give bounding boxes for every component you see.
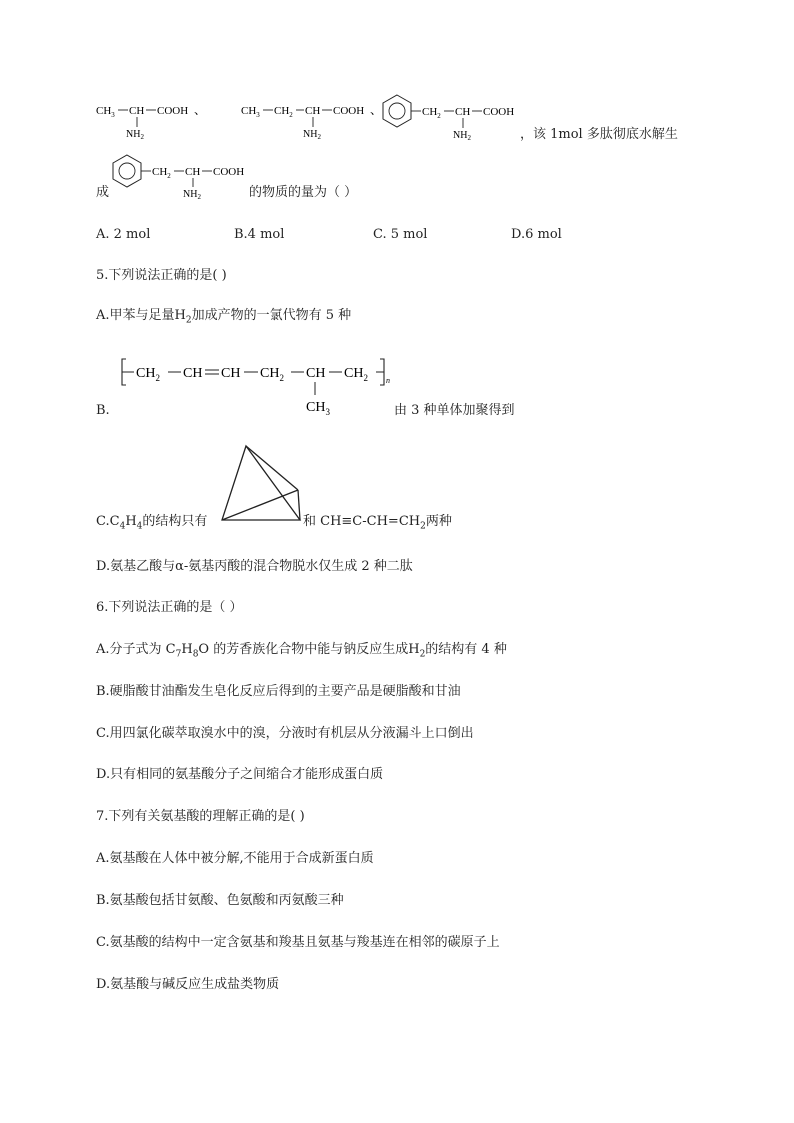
q4-text-after: ，该 1mol 多肽彻底水解生 — [520, 127, 678, 142]
q5-option-a: A.甲苯与足量$H_2$加成产物的一氯代物有 5 种 — [96, 308, 352, 326]
q5-option-c-post: 和 $CH\equiv C-CH=CH_2$两种 — [303, 514, 452, 532]
target-cooh: COOH — [213, 166, 245, 178]
polymer-n: n — [386, 376, 390, 385]
polymer-ch2-1: $CH_2$ — [136, 366, 160, 383]
q5-option-b-text: 由 3 种单体加聚得到 — [394, 403, 515, 418]
polymer-ch3: $CH_3$ — [306, 400, 330, 417]
benzene-ring-icon-2 — [113, 155, 141, 187]
q6-stem: 6.下列说法正确的是（ ） — [96, 600, 243, 615]
q7-option-c: C.氨基酸的结构中一定含氨基和羧基且氨基与羧基连在相邻的碳原子上 — [96, 935, 500, 950]
polymer-ch2-3: $CH_2$ — [344, 366, 368, 383]
phe-ch2: $CH_2$ — [422, 106, 441, 120]
q4-option-d: D.6 mol — [511, 227, 562, 242]
q4-option-c: C. 5 mol — [373, 227, 428, 242]
separator-2: 、 — [370, 103, 383, 117]
q7-stem: 7.下列有关氨基酸的理解正确的是( ) — [96, 809, 305, 824]
q6-option-c: C.用四氯化碳萃取溴水中的溴，分液时有机层从分液漏斗上口倒出 — [96, 726, 474, 741]
q4-text-question: 的物质的量为（ ） — [249, 185, 358, 200]
alanine-ch3: $CH_3$ — [96, 105, 115, 119]
polymer-ch2-2: $CH_2$ — [260, 366, 284, 383]
polymer-ch-2: CH — [221, 366, 241, 381]
polymer-structure — [0, 345, 794, 435]
q5-option-c-pre: $C.C_4H_4$的结构只有 — [96, 514, 208, 532]
alanine-structure — [96, 103, 206, 141]
q4-option-b: B.4 mol — [234, 227, 285, 242]
target-ch2: $CH_2$ — [152, 166, 171, 180]
phe-ch: CH — [455, 106, 471, 118]
phenylalanine-structure — [383, 95, 514, 142]
target-structure — [113, 155, 244, 201]
q7-option-b: B.氨基酸包括甘氨酸、色氨酸和丙氨酸三种 — [96, 893, 344, 908]
q6-option-d: D.只有相同的氨基酸分子之间缩合才能形成蛋白质 — [96, 767, 384, 782]
separator-1: 、 — [194, 103, 207, 117]
alanine-nh2: $NH_2$ — [126, 129, 144, 141]
alanine-ch: CH — [129, 105, 145, 117]
alanine-cooh: COOH — [157, 105, 189, 117]
second-ch: CH — [305, 105, 321, 117]
second-cooh: COOH — [333, 105, 365, 117]
q6-option-b: B.硬脂酸甘油酯发生皂化反应后得到的主要产品是硬脂酸和甘油 — [96, 684, 461, 699]
q4-text-prefix: 成 — [96, 185, 110, 200]
phe-nh2: $NH_2$ — [453, 130, 471, 142]
q5-option-d: D.氨基乙酸与α-氨基丙酸的混合物脱水仅生成 2 种二肽 — [96, 559, 413, 574]
second-ch2: $CH_2$ — [274, 105, 293, 119]
q7-option-d: D.氨基酸与碱反应生成盐类物质 — [96, 977, 280, 992]
q7-option-a: A.氨基酸在人体中被分解,不能用于合成新蛋白质 — [96, 851, 374, 866]
phe-cooh: COOH — [483, 106, 515, 118]
q4-structures — [0, 0, 794, 210]
polymer-ch-1: CH — [183, 366, 203, 381]
benzene-ring-icon — [383, 95, 411, 127]
q6-option-a: A.分子式为 $C_7H_8O$ 的芳香族化合物中能与钠反应生成$H_2$的结构有 4 种 — [96, 642, 507, 660]
polymer-ch-3: CH — [306, 366, 326, 381]
target-nh2: $NH_2$ — [183, 189, 201, 201]
q5-stem: 5.下列说法正确的是( ) — [96, 268, 227, 283]
q5-option-b-label: B. — [96, 403, 110, 418]
second-nh2: $NH_2$ — [303, 129, 321, 141]
second-structure — [241, 103, 382, 141]
q4-option-a: A. 2 mol — [96, 227, 151, 242]
second-ch3: $CH_3$ — [241, 105, 260, 119]
target-ch: CH — [185, 166, 201, 178]
